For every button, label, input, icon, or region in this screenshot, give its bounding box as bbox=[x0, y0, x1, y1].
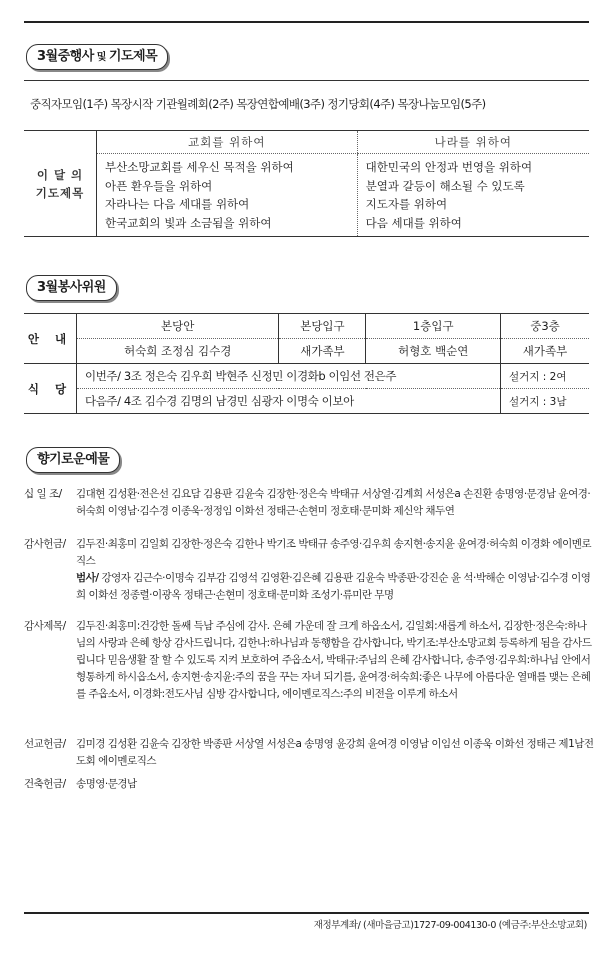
section-title-events bbox=[26, 44, 168, 70]
guide-value: 허숙희 조정심 김수경 bbox=[77, 339, 279, 364]
thanks-list: 감사헌금/ 김두진·최홍미 김일회 김장한·정은숙 김한나 박기조 박태규 송주영·김우희 송지현·송지윤 윤여경·허숙희 이경화 에이멘로직스 범사/ 강영자 김근수·이명숙 김부감 김영석 김영환·김은혜 김용판 김윤숙 박종판·강진순 윤 석·박해순 이영남·김수경 이영희 이화선 정종렬·이광옥 정태근·손현미 정호태·문미화 조성기·류미란 무명 bbox=[24, 538, 592, 601]
kitchen-row: 이번주/ 3조 정은숙 김우희 박현주 신정민 이경화b 이임선 전은주 bbox=[77, 364, 501, 389]
building-list: 건축헌금/ 송명영·문경남 bbox=[24, 778, 137, 790]
guide-header: 본당안 bbox=[77, 314, 279, 339]
section-title-offerings: 향기로운예물 bbox=[26, 447, 120, 473]
account-footer: 재정부계좌/ (새마을금고)1727-09-004130-0 (예금주:부산소망교회) bbox=[313, 920, 587, 931]
guide-header: 본당입구 bbox=[279, 314, 366, 339]
kitchen-fee: 설거지 : 3남 bbox=[501, 389, 589, 414]
nation-header: 나라를 위하여 bbox=[357, 131, 589, 154]
guide-header: 중3층 bbox=[501, 314, 589, 339]
section-title-volunteers: 3월봉사위원 bbox=[26, 275, 117, 301]
guide-value: 허형호 백순연 bbox=[366, 339, 501, 364]
title-main: 3월중행사 bbox=[37, 49, 94, 64]
kitchen-fee: 설거지 : 2여 bbox=[501, 364, 589, 389]
mission-list: 선교헌금/ 김미경 김성환 김윤숙 김장한 박종판 서상열 서성은a 송명영 윤강희 윤여경 이영남 이임선 이종욱 이화선 정태근 제1남전도회 에이멘로직스 bbox=[24, 738, 594, 767]
monthly-events: 중직자모임(1주) 목장시작 기관월례회(2주) 목장연합예배(3주) 정기당회(4주) 목장나눔모임(5주) bbox=[30, 97, 486, 111]
guide-value: 새가족부 bbox=[279, 339, 366, 364]
nation-items: 대한민국의 안정과 번영을 위하여 분열과 갈등이 해소될 수 있도록 지도자를 위하여 다음 세대를 위하여 bbox=[357, 154, 589, 237]
church-header: 교회를 위하여 bbox=[97, 131, 358, 154]
title-end: 기도제목 bbox=[108, 49, 158, 64]
kitchen-row: 다음주/ 4조 김수경 김명의 남경민 심광자 이명숙 이보아 bbox=[77, 389, 501, 414]
church-items: 부산소망교회를 세우신 목적을 위하여 아픈 환우들을 위하여 자라나는 다음 세대를 위하여 한국교회의 빛과 소금됨을 위하여 bbox=[97, 154, 358, 237]
thanks-topics: 감사제목/ 김두진·최홍미:건강한 돌쌔 득남 주심에 감사. 은혜 가운데 잘 크게 하옵소서, 김일회:새롭게 하소서, 김장한·정은숙:하나님의 사랑과 은혜 항상 감사드립니다, 김한나:하나님과 동행함을 감사합니다, 박기조:부산소망교회 등록하게 됨을 감사드립니다 믿음생활 잘 할 수 있도록 지켜 보호하여 주옵소서, 박태규:주님의 은혜 감사합니다, 송주영·김우희:하나님 안에서 형통하게 하시옵소서, 송지현·송지윤:주의 꿈을 꾸는 자녀 되기를, 윤여경·허숙희:좋은 나무에 아름다운 열매를 맺는 은혜를 주옵소서, 이경화:전도사님 심방 감사합니다, 에이멘로직스:주의 비전을 이루게 하소서 bbox=[24, 620, 592, 700]
top-rule bbox=[24, 21, 589, 23]
divider bbox=[24, 80, 589, 81]
title-small: 및 bbox=[93, 52, 109, 63]
volunteer-table bbox=[24, 313, 589, 414]
bottom-rule bbox=[24, 912, 589, 914]
guide-value: 새가족부 bbox=[501, 339, 589, 364]
tithe-list: 십 일 조/ 김대현 김성환·전은선 김요담 김용판 김윤숙 김장한·정은숙 박태규 서상열·김계희 서성은a 손진환 송명영·문경남 윤여경·허숙희 이영남·김수경 이종욱·정정임 이화선 정태근·손현미 정호태·문미화 제신악 채두연 bbox=[24, 488, 591, 517]
prayer-table bbox=[24, 130, 589, 237]
prayer-label: 이 달 의 기도제목 bbox=[24, 131, 97, 237]
guide-header: 1층입구 bbox=[366, 314, 501, 339]
kitchen-label: 식 당 bbox=[24, 364, 77, 414]
guide-label: 안 내 bbox=[24, 314, 77, 364]
